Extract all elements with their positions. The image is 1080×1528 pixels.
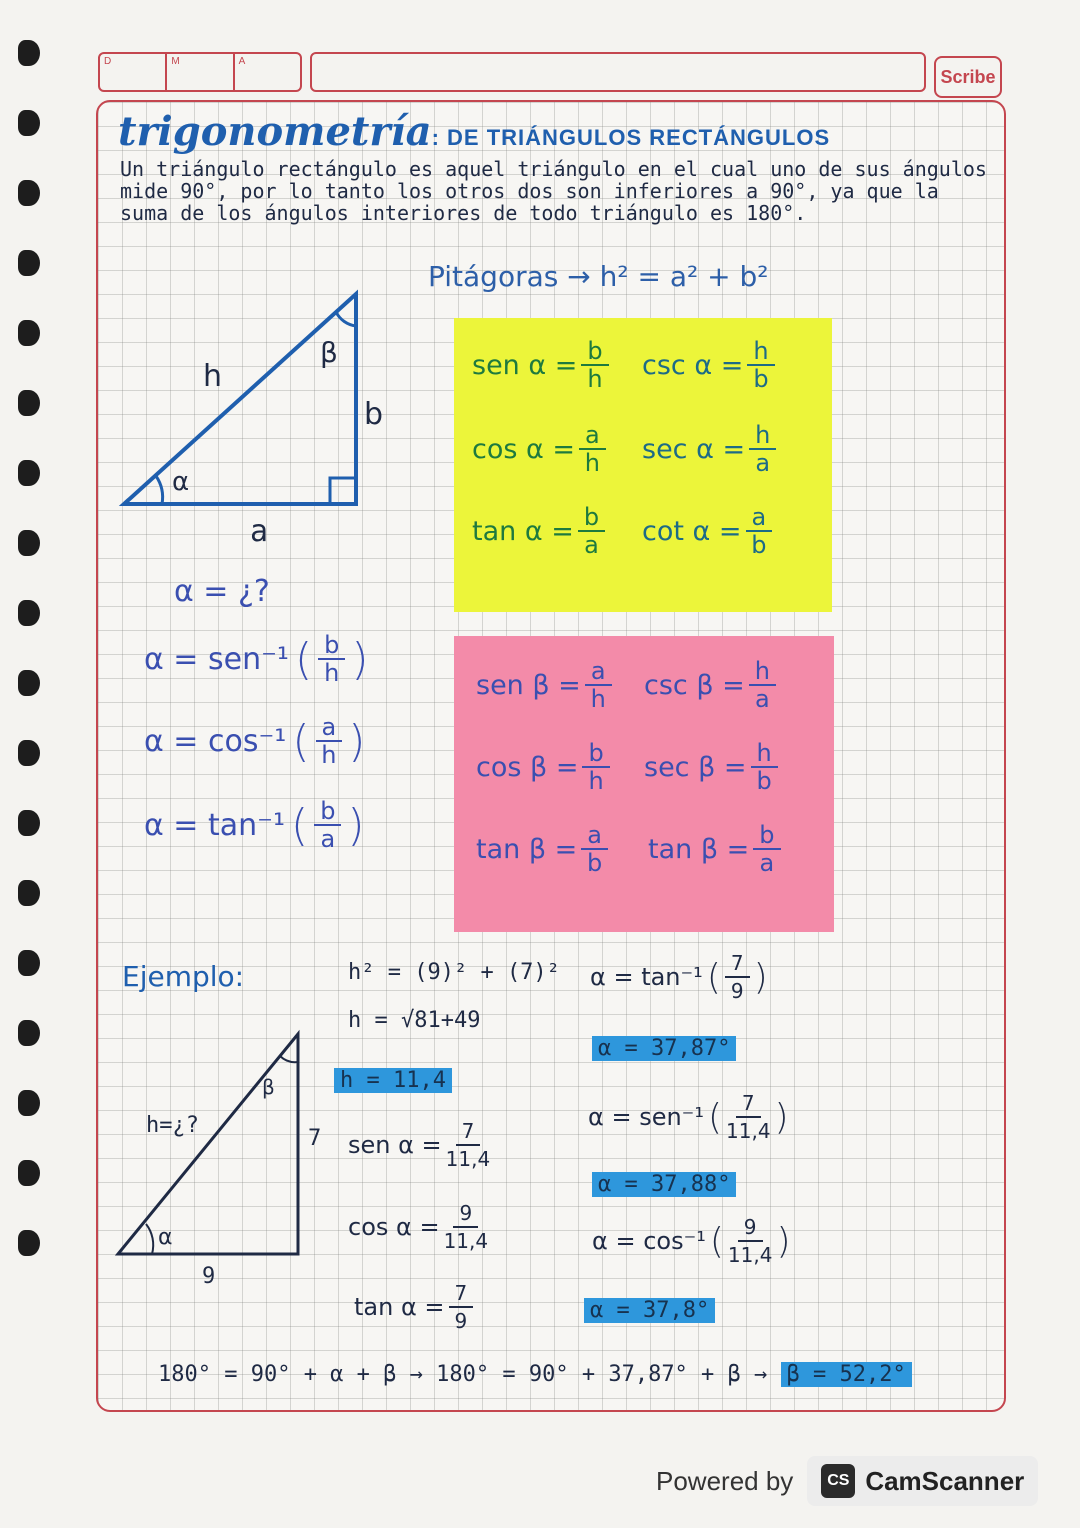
cos-beta-num: b [582, 740, 609, 768]
example-cos-num: 9 [453, 1200, 478, 1228]
date-month-label: M [167, 54, 234, 90]
sec-beta-num: h [751, 740, 778, 768]
camscanner-footer [656, 1456, 1038, 1506]
intro-paragraph: Un triángulo rectángulo es aquel triángulo en el cual uno de sus ángulos mide 90°, por lo tanto los otros dos son inferiores a 90°, ya que la suma de los ángulos interiores de todo triángulo es 180°. [120, 157, 987, 225]
tan-beta-2-den: a [759, 849, 775, 877]
sec-beta-den: b [756, 767, 772, 795]
sen-beta-den: h [590, 685, 606, 713]
tan-alpha-fn: tan α = [472, 515, 574, 547]
example-acos-result-value: α = 37,8° [584, 1298, 715, 1323]
example-h-squared: h² = (9)² + (7)² [348, 960, 560, 985]
tan-beta-2 [648, 822, 781, 876]
example-atan-fn: α = tan⁻¹ [590, 963, 703, 991]
sec-alpha-fn: sec α = [642, 433, 746, 465]
date-year-label: A [238, 56, 246, 67]
example-sen [348, 1118, 490, 1172]
cos-alpha-den: h [584, 449, 600, 477]
example-tan-den: 9 [454, 1309, 468, 1333]
alpha-question: α = ¿? [174, 574, 270, 609]
example-tan-num: 7 [449, 1280, 474, 1308]
example-sen-fn: sen α = [348, 1131, 442, 1159]
csc-beta-den: a [755, 685, 770, 713]
csc-alpha [642, 338, 775, 392]
example-tan-fn: tan α = [354, 1293, 445, 1321]
beta-result: β = 52,2° [781, 1362, 912, 1387]
example-cos-fn: cos α = [348, 1213, 440, 1241]
example-acos: α = cos⁻¹ ( $\frac{9}{11,4}$ ) [592, 1215, 791, 1267]
tan-beta-2-num: b [753, 822, 780, 850]
example-side-b: 7 [308, 1126, 322, 1151]
example-asen-result [592, 1172, 736, 1197]
sec-alpha [642, 422, 776, 476]
alpha-tan-inverse-lhs: α = tan⁻¹ [144, 807, 286, 843]
example-acos-result [584, 1298, 715, 1323]
example-sen-den: 11,4 [445, 1147, 491, 1171]
date-day-label: D [100, 54, 167, 90]
sec-alpha-den: a [755, 449, 771, 477]
cos-alpha [472, 422, 606, 476]
csc-beta-fn: csc β = [644, 669, 745, 701]
tan-beta-den: b [587, 849, 603, 877]
example-asen-den: 11,4 [726, 1119, 771, 1143]
pythagoras-formula: Pitágoras → h² = a² + b² [428, 260, 769, 293]
angle-sum-line [158, 1362, 912, 1387]
page-title [118, 108, 830, 155]
camscanner-name: CamScanner [865, 1465, 1025, 1496]
triangle-label-alpha: α [172, 467, 190, 497]
tan-alpha-den: a [584, 531, 599, 559]
alpha-sen-inverse-num: b [318, 632, 345, 660]
alpha-sen-inverse-lhs: α = sen⁻¹ [144, 641, 289, 677]
example-triangle-h: h=¿? [146, 1113, 199, 1138]
example-h-result [334, 1068, 452, 1093]
example-atan-result [592, 1036, 736, 1061]
alpha-cos-inverse-den: h [321, 741, 337, 769]
sec-beta-fn: sec β = [644, 751, 747, 783]
sen-beta-num: a [585, 658, 612, 686]
example-triangle-alpha: α [158, 1225, 173, 1250]
sec-alpha-num: h [749, 422, 776, 450]
cot-alpha-num: a [746, 504, 773, 532]
alpha-sen-inverse: α = sen⁻¹ ( $\frac{b}{h}$ ) [144, 631, 369, 687]
cos-beta [476, 740, 610, 794]
alpha-cos-inverse-num: a [316, 714, 343, 742]
example-atan-result-value: α = 37,87° [592, 1036, 736, 1061]
sen-alpha-fn: sen α = [472, 349, 578, 381]
example-cos [348, 1200, 488, 1254]
example-atan: α = tan⁻¹ ( $\frac{7}{9}$ ) [590, 951, 768, 1003]
binder-holes [18, 30, 48, 1330]
tan-beta-2-fn: tan β = [648, 833, 750, 865]
brand-logo: Scribe [934, 56, 1002, 98]
sen-alpha-num: b [581, 338, 608, 366]
triangle-label-beta: β [320, 336, 338, 369]
example-tan [354, 1280, 473, 1334]
alpha-tan-inverse-den: a [320, 825, 336, 853]
alpha-tan-inverse-num: b [314, 798, 341, 826]
example-atan-den: 9 [730, 979, 744, 1003]
angle-sum-text: 180° = 90° + α + β → 180° = 90° + 37,87° + β → [158, 1362, 768, 1387]
date-box [98, 52, 302, 92]
triangle-label-a: a [250, 514, 269, 549]
csc-alpha-den: b [753, 365, 769, 393]
title-sub: : DE TRIÁNGULOS RECTÁNGULOS [431, 125, 831, 150]
notebook-page [96, 100, 1006, 1412]
alpha-ratios-box [454, 318, 832, 612]
triangle-label-b: b [364, 397, 384, 432]
tan-beta-num: a [581, 822, 608, 850]
example-asen-result-value: α = 37,88° [592, 1172, 736, 1197]
example-acos-fn: α = cos⁻¹ [592, 1227, 706, 1255]
sen-beta [476, 658, 612, 712]
tan-beta-fn: tan β = [476, 833, 578, 865]
example-h-root: h = √81+49 [348, 1008, 481, 1033]
example-acos-den: 11,4 [727, 1243, 773, 1267]
example-triangle-beta: β [262, 1075, 275, 1099]
cos-alpha-num: a [579, 422, 606, 450]
cot-alpha [642, 504, 772, 558]
alpha-tan-inverse: α = tan⁻¹ ( $\frac{b}{a}$ ) [144, 797, 365, 853]
csc-beta [644, 658, 776, 712]
camscanner-logo-icon: CS [821, 1464, 855, 1498]
cos-alpha-fn: cos α = [472, 433, 576, 465]
cos-beta-fn: cos β = [476, 751, 579, 783]
alpha-sen-inverse-den: h [324, 659, 340, 687]
csc-beta-num: h [749, 658, 776, 686]
right-triangle-diagram [108, 282, 384, 522]
example-triangle-diagram [112, 1022, 312, 1262]
tan-alpha-num: b [578, 504, 605, 532]
alpha-cos-inverse: α = cos⁻¹ ( $\frac{a}{h}$ ) [144, 713, 366, 769]
beta-ratios-box [454, 636, 834, 932]
triangle-label-h: h [203, 359, 223, 394]
tan-alpha [472, 504, 605, 558]
title-main: trigonometría [118, 108, 432, 155]
camscanner-badge [807, 1456, 1038, 1506]
cos-beta-den: h [588, 767, 604, 795]
cot-alpha-fn: cot α = [642, 515, 742, 547]
example-h-result-value: h = 11,4 [334, 1068, 452, 1093]
example-asen-num: 7 [736, 1090, 761, 1118]
example-acos-num: 9 [738, 1214, 763, 1242]
title-box [310, 52, 926, 92]
csc-alpha-fn: csc α = [642, 349, 744, 381]
example-asen-fn: α = sen⁻¹ [588, 1103, 704, 1131]
example-sen-num: 7 [456, 1118, 481, 1146]
cot-alpha-den: b [751, 531, 767, 559]
sec-beta [644, 740, 778, 794]
example-atan-num: 7 [725, 950, 750, 978]
powered-by-text: Powered by [656, 1465, 794, 1496]
sen-beta-fn: sen β = [476, 669, 581, 701]
sen-alpha [472, 338, 609, 392]
sen-alpha-den: h [587, 365, 603, 393]
example-side-a: 9 [202, 1264, 216, 1289]
example-cos-den: 11,4 [443, 1229, 489, 1253]
alpha-cos-inverse-lhs: α = cos⁻¹ [144, 723, 287, 759]
csc-alpha-num: h [747, 338, 774, 366]
tan-beta [476, 822, 608, 876]
example-label: Ejemplo: [122, 960, 245, 993]
example-asen: α = sen⁻¹ ( $\frac{7}{11,4}$ ) [588, 1091, 789, 1143]
